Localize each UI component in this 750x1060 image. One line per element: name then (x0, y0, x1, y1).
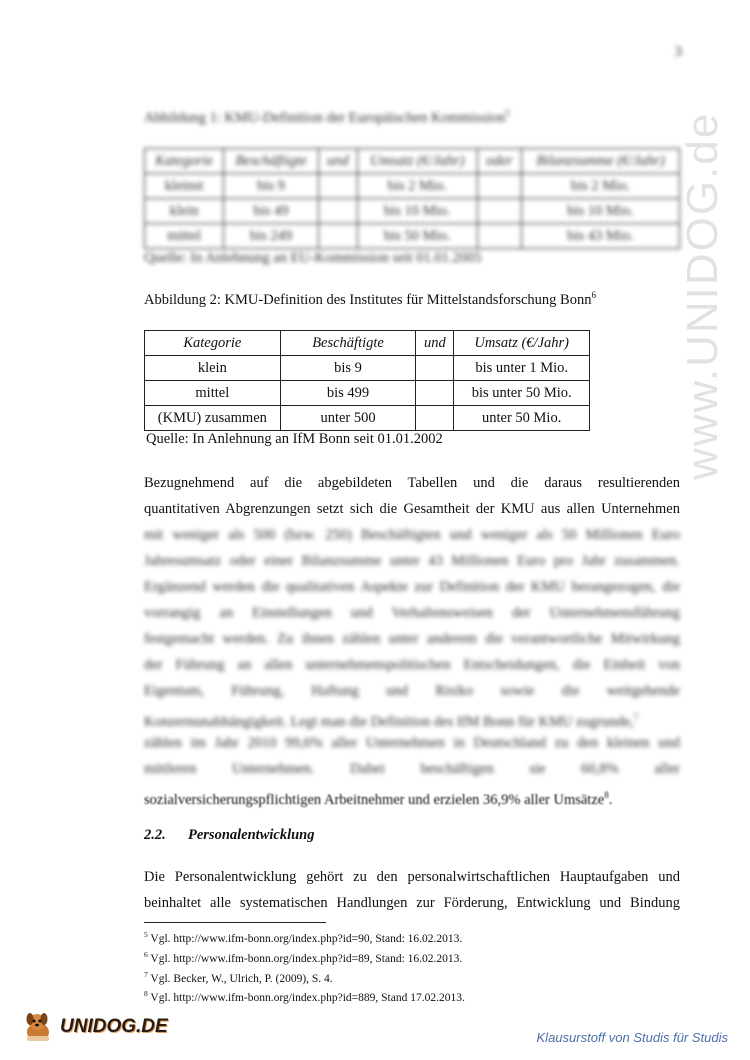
table-cell: bis 9 (224, 174, 319, 199)
watermark: www.UNIDOG.de (678, 111, 727, 480)
footnotes (144, 927, 465, 1006)
paragraph-line: mittleren Unternehmen. Dabei beschäftigen sie 60,8% aller (144, 761, 680, 777)
paragraph-line: beinhaltet alle systematischen Handlungen zur Förderung, Entwicklung und Bindung (144, 895, 680, 911)
table-cell: kleinst (145, 174, 224, 199)
footnote-text: Vgl. http://www.ifm-bonn.org/index.php?id=90, Stand: 16.02.2013. (150, 932, 463, 945)
table-cell (416, 356, 454, 381)
section-number: 2.2. (144, 827, 166, 843)
figure1-table (144, 148, 680, 249)
footnote-ref: 8 (604, 790, 609, 800)
tagline: Klausurstoff von Studis für Studis (536, 1030, 728, 1045)
paragraph-line-text: sozialversicherungspflichtigen Arbeitnehmer und erzielen 36,9% aller Umsätze (144, 791, 605, 808)
dog-icon (22, 1010, 56, 1044)
table-cell: unter 500 (280, 406, 416, 431)
table-cell: bis 10 Mio. (357, 199, 477, 224)
footnote-number: 7 (144, 969, 148, 979)
paragraph-line: quantitativen Abgrenzungen setzt sich die Gesamtheit der KMU aus allen Unternehmen (144, 501, 680, 517)
footnote-text: Vgl. http://www.ifm-bonn.org/index.php?id=889, Stand 17.02.2013. (150, 992, 465, 1005)
figure1-caption (144, 108, 510, 127)
table-row (145, 381, 590, 406)
paragraph-line: Eigentum, Führung, Haftung und Risiko sowie die weitgehende (144, 683, 680, 699)
figure1-caption-text: Abbildung 1: KMU-Definition der Europäischen Kommission (144, 109, 506, 126)
table-cell (416, 381, 454, 406)
table-header: oder (477, 149, 521, 174)
paragraph-line: Die Personalentwicklung gehört zu den personalwirtschaftlichen Hauptaufgaben und (144, 869, 680, 885)
figure2-footnote-ref: 6 (591, 290, 596, 300)
table-row (145, 224, 680, 249)
table-cell: bis unter 50 Mio. (454, 381, 590, 406)
unidog-logo (22, 1010, 168, 1044)
figure1-footnote-ref: 5 (505, 108, 510, 118)
paragraph-line: Ergänzend werden die qualitativen Aspekte zur Definition der KMU herangezogen, die (144, 579, 680, 595)
paragraph-line: der Führung an allen unternehmenspolitischen Entscheidungen, die Einheit von (144, 657, 680, 673)
table-cell: bis 10 Mio. (522, 199, 680, 224)
table-cell: bis 49 (224, 199, 319, 224)
table-header-row (145, 149, 680, 174)
table-header-row (145, 331, 590, 356)
figure1-source: Quelle: In Anlehnung an EU-Kommission seit 01.01.2005 (144, 250, 482, 266)
blurred-text-block (144, 522, 680, 782)
paragraph-line: vorrangig an Einstellungen und Verhaltensweisen der Unternehmensführung (144, 605, 680, 621)
table-header: und (318, 149, 357, 174)
table-cell: klein (145, 356, 281, 381)
table-row (145, 356, 590, 381)
section-title: Personalentwicklung (188, 827, 315, 843)
table-cell: mittel (145, 224, 224, 249)
table-header: Kategorie (145, 331, 281, 356)
table-header: Beschäftigte (280, 331, 416, 356)
paragraph-line: mit weniger als 500 (bzw. 250) Beschäftigten und weniger als 50 Millionen Euro (144, 527, 680, 543)
table-header: Beschäftigte (224, 149, 319, 174)
table-cell: (KMU) zusammen (145, 406, 281, 431)
table-cell: bis 43 Mio. (522, 224, 680, 249)
table-cell: bis 249 (224, 224, 319, 249)
paragraph-line: zählen im Jahr 2010 99,6% aller Unternehmen in Deutschland zu den kleinen und (144, 735, 680, 751)
table-cell (318, 199, 357, 224)
figure2-source: Quelle: In Anlehnung an IfM Bonn seit 01.01.2002 (146, 431, 443, 447)
table-row (145, 199, 680, 224)
table-cell: bis 2 Mio. (522, 174, 680, 199)
footnote-divider (144, 922, 326, 923)
paragraph-line: Bezugnehmend auf die abgebildeten Tabellen und die daraus resultierenden (144, 475, 680, 491)
table-cell: bis unter 1 Mio. (454, 356, 590, 381)
table-cell: bis 2 Mio. (357, 174, 477, 199)
table-header: und (416, 331, 454, 356)
table-cell: mittel (145, 381, 281, 406)
table-cell (477, 224, 521, 249)
table-row (145, 406, 590, 431)
table-header: Umsatz (€/Jahr) (454, 331, 590, 356)
section-heading (144, 827, 315, 844)
table-cell (416, 406, 454, 431)
table-cell: bis 50 Mio. (357, 224, 477, 249)
footnote-number: 6 (144, 949, 148, 959)
table-header: Kategorie (145, 149, 224, 174)
footnote-text: Vgl. http://www.ifm-bonn.org/index.php?id=89, Stand: 16.02.2013. (150, 952, 463, 965)
paragraph-line: sozialversicherungspflichtigen Arbeitnehmer und erzielen 36,9% aller Umsätze$^8$. (144, 790, 613, 808)
table-cell (318, 224, 357, 249)
page-number: 3 (674, 44, 682, 60)
table-cell (477, 174, 521, 199)
figure2-table (144, 330, 590, 431)
body-paragraph (144, 864, 680, 916)
table-cell (318, 174, 357, 199)
table-cell: klein (145, 199, 224, 224)
footnote-item (144, 927, 465, 947)
table-header: Bilanzsumme (€/Jahr) (522, 149, 680, 174)
table-cell: bis 9 (280, 356, 416, 381)
logo-text: UNIDOG.DE (60, 1016, 168, 1037)
footnote-text: Vgl. Becker, W., Ulrich, P. (2009), S. 4. (150, 972, 333, 985)
footnote-item (144, 967, 465, 987)
table-cell: bis 499 (280, 381, 416, 406)
footnote-item (144, 947, 465, 967)
footnote-number: 5 (144, 930, 148, 939)
table-cell: unter 50 Mio. (454, 406, 590, 431)
paragraph-line: Jahresumsatz oder einer Bilanzsumme unter 43 Millionen Euro pro Jahr zusammen. (144, 553, 680, 569)
table-header: Umsatz (€/Jahr) (357, 149, 477, 174)
footnote-ref: 7 (633, 712, 639, 722)
paragraph-line: festgemacht werden. Zu ihnen zählen unter anderem die verantwortliche Mitwirkung (144, 631, 680, 647)
paragraph-line-text: Konzernunabhängigkeit. Legt man die Definition des IfM Bonn für KMU zugrunde, (144, 713, 634, 730)
figure2-caption (144, 290, 596, 309)
figure2-caption-text: Abbildung 2: KMU-Definition des Institutes für Mittelstandsforschung Bonn (144, 291, 592, 308)
footnote-item (144, 986, 465, 1006)
paragraph-line (144, 704, 680, 730)
table-row (145, 174, 680, 199)
footnote-number: 8 (144, 989, 148, 999)
table-cell (477, 199, 521, 224)
body-paragraph (144, 470, 680, 808)
